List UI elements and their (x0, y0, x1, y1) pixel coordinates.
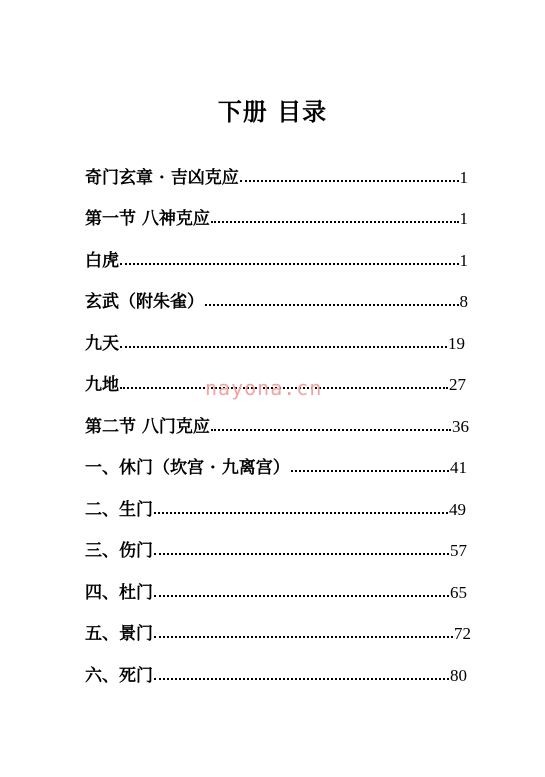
toc-entry-label: 五、景门 (85, 624, 153, 644)
toc-entry[interactable] (85, 616, 471, 644)
toc-entry[interactable] (85, 658, 467, 686)
toc-leader-dots (291, 469, 449, 472)
toc-entry-page: 72 (454, 624, 471, 643)
toc-entry-label: 玄武（附朱雀） (85, 292, 204, 312)
toc-leader-dots (154, 635, 453, 638)
watermark-text: nayona.cn (205, 376, 323, 400)
toc-leader-dots (154, 552, 449, 555)
toc-entry[interactable] (85, 492, 466, 520)
toc-entry-label: 奇门玄章 · 吉凶克应 (85, 168, 239, 188)
toc-entry[interactable] (85, 450, 467, 478)
toc-entry-page: 1 (459, 209, 468, 228)
toc-entry-page: 1 (459, 168, 468, 187)
toc-leader-dots (240, 179, 459, 182)
toc-entry-page: 8 (459, 292, 468, 311)
toc-entry-page: 1 (459, 251, 468, 270)
page-title: 下册 目录 (217, 97, 328, 126)
toc-entry[interactable] (85, 326, 465, 354)
toc-entry-label: 第一节 八神克应 (85, 209, 210, 229)
toc-entry-label: 白虎 (85, 251, 119, 271)
toc-leader-dots (211, 428, 451, 431)
toc-entry-label: 第二节 八门克应 (85, 417, 210, 437)
toc-entry-label: 一、休门（坎宫 · 九离宫） (85, 458, 290, 478)
toc-entry-page: 49 (449, 500, 466, 519)
toc-entry-label: 九地 (85, 375, 119, 395)
toc-entry-label: 二、生门 (85, 500, 153, 520)
toc-entry-page: 65 (450, 583, 467, 602)
toc-leader-dots (154, 594, 449, 597)
toc-entry-label: 九天 (85, 334, 119, 354)
toc-entry-page: 80 (450, 666, 467, 685)
toc-entry[interactable] (85, 575, 467, 603)
toc-entry-page: 41 (450, 458, 467, 477)
toc-entry[interactable] (85, 284, 468, 312)
toc-leader-dots (205, 303, 459, 306)
toc-entry-page: 57 (450, 541, 467, 560)
toc-entry-page: 27 (449, 375, 466, 394)
toc-entry[interactable] (85, 409, 469, 437)
toc-leader-dots (120, 345, 447, 348)
toc-leader-dots (211, 220, 459, 223)
toc-leader-dots (154, 677, 449, 680)
toc-entry-label: 四、杜门 (85, 583, 153, 603)
toc-entry-page: 19 (448, 334, 465, 353)
toc-entry-page: 36 (452, 417, 469, 436)
toc-entry[interactable] (85, 533, 467, 561)
toc-entry[interactable] (85, 243, 468, 271)
toc-entry-label: 六、死门 (85, 666, 153, 686)
toc-entry[interactable] (85, 201, 468, 229)
toc-entry-label: 三、伤门 (85, 541, 153, 561)
toc-leader-dots (154, 511, 448, 514)
toc-entry[interactable] (85, 160, 468, 188)
toc-leader-dots (120, 262, 459, 265)
